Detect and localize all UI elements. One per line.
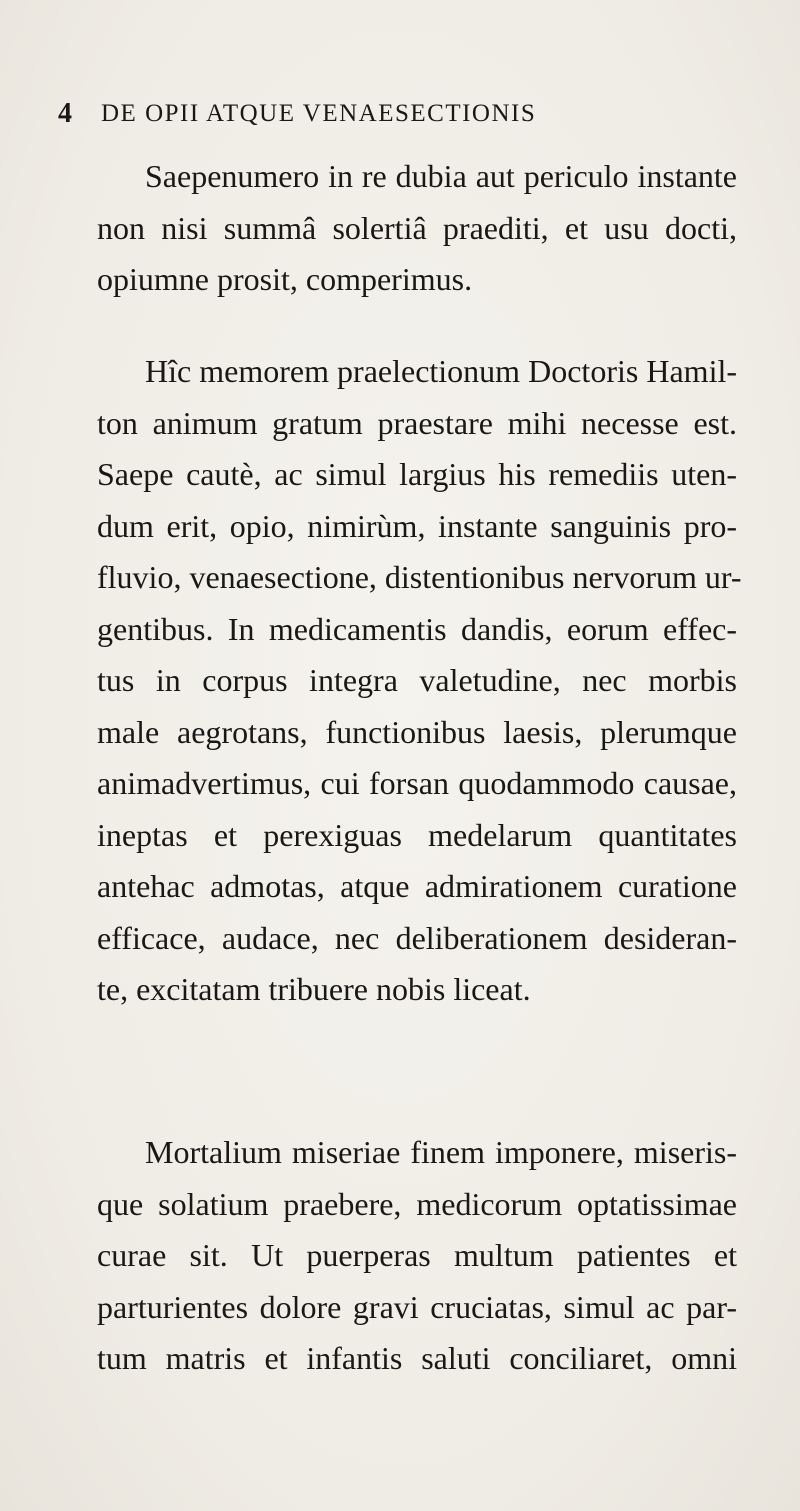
running-head (58, 98, 758, 138)
text-line: efficace, audace, nec deliberationem desideran- (97, 919, 737, 956)
text-line: curae sit. Ut puerperas multum patientes et (97, 1237, 737, 1273)
text-line: te, excitatam tribuere nobis liceat. (97, 971, 531, 1007)
paragraph-3 (97, 1127, 737, 1385)
text-line: que solatium praebere, medicorum optatissimae (97, 1185, 737, 1222)
text-line: animadvertimus, cui forsan quodammodo causae, (97, 765, 737, 801)
paragraph-1 (97, 151, 737, 306)
text-line: Saepenumero in re dubia aut periculo instante (145, 158, 737, 194)
text-line: ineptas et perexiguas medelarum quantitates (97, 816, 737, 853)
text-line: Saepe cautè, ac simul largius his remediis uten- (97, 456, 737, 492)
text-line: non nisi summâ solertiâ praediti, et usu docti, (97, 209, 737, 246)
text-line: tum matris et infantis saluti conciliaret, omni (97, 1340, 737, 1376)
text-line: fluvio, venaesectione, distentionibus nervorum ur- (97, 559, 742, 595)
text-line: Mortalium miseriae finem imponere, miseris- (145, 1134, 737, 1170)
text-line: Hîc memorem praelectionum Doctoris Hamil- (145, 353, 737, 389)
running-title: DE OPII ATQUE VENAESECTIONIS (101, 100, 537, 127)
text-line: tus in corpus integra valetudine, nec morbis (97, 662, 737, 698)
text-line: parturientes dolore gravi cruciatas, simul ac par- (97, 1288, 737, 1325)
text-line: antehac admotas, atque admirationem curatione (97, 868, 737, 904)
page-number: 4 (58, 98, 74, 129)
text-line: opiumne prosit, comperimus. (97, 261, 473, 297)
text-line: dum erit, opio, nimirùm, instante sanguinis pro- (97, 507, 737, 544)
text-line: male aegrotans, functionibus laesis, plerumque (97, 713, 737, 750)
text-line: ton animum gratum praestare mihi necesse est. (97, 404, 737, 441)
paragraph-2 (97, 346, 742, 1016)
text-line: gentibus. In medicamentis dandis, eorum effec- (97, 610, 737, 647)
